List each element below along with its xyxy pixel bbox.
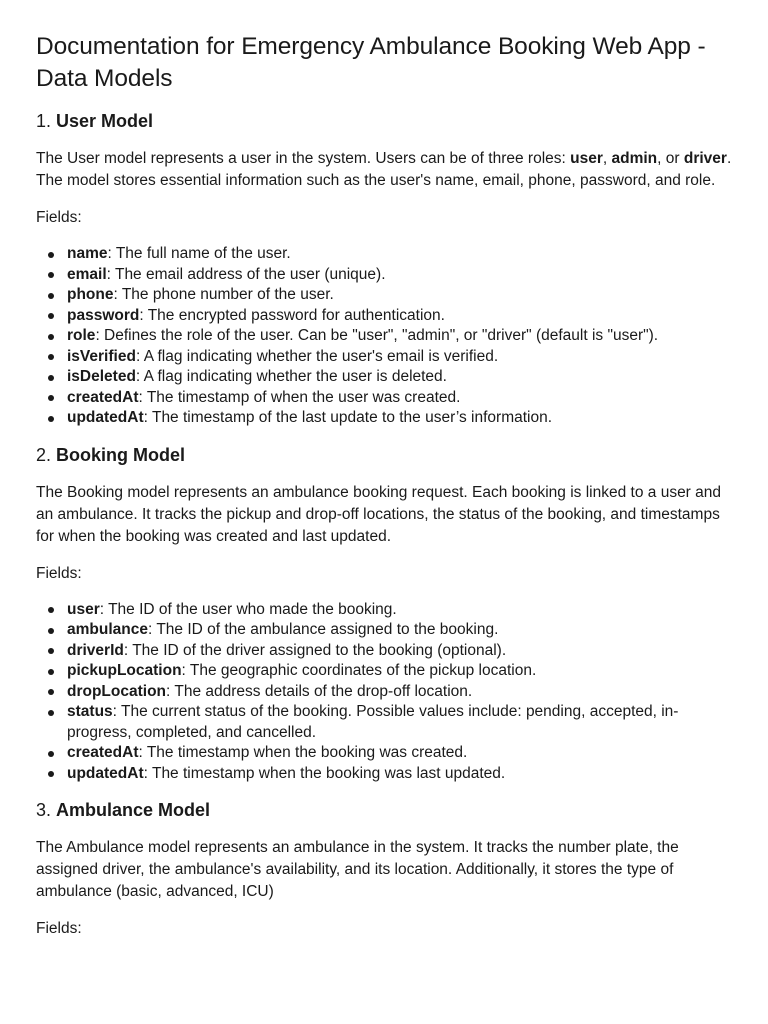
field-item <box>36 702 734 743</box>
field-item <box>36 265 734 286</box>
section-booking-model <box>36 443 734 785</box>
field-item <box>36 367 734 388</box>
description-text: . The model stores essential information such as the user's name, email, phone, password, and role. <box>36 150 732 189</box>
section-user-model <box>36 109 734 429</box>
field-description: : The timestamp when the booking was last updated. <box>143 764 506 782</box>
field-description: : The geographic coordinates of the pickup location. <box>181 662 537 679</box>
field-name: user <box>67 600 100 618</box>
field-description: : Defines the role of the user. Can be "user", "admin", or "driver" (default is "user"). <box>95 327 659 344</box>
field-description: : The address details of the drop-off location. <box>166 682 473 700</box>
field-description: : The full name of the user. <box>107 245 291 262</box>
field-name: updatedAt <box>67 409 144 426</box>
section-number: 2. <box>36 444 52 465</box>
section-heading <box>36 109 734 133</box>
field-item <box>36 641 734 662</box>
field-item <box>36 347 734 368</box>
field-item <box>36 682 734 703</box>
field-description: : The ID of the user who made the booking. <box>99 600 397 618</box>
field-item <box>36 764 734 785</box>
role-admin: admin <box>611 150 658 167</box>
field-name: driverId <box>67 641 124 659</box>
field-list <box>36 600 734 785</box>
field-description: : A flag indicating whether the user is deleted. <box>135 368 447 385</box>
field-item <box>36 408 734 429</box>
field-name: name <box>67 245 108 262</box>
field-description: : The timestamp of the last update to the user’s information. <box>143 409 553 426</box>
field-description: : The timestamp of when the user was created. <box>138 388 461 406</box>
field-name: role <box>67 327 96 344</box>
field-name: phone <box>67 286 114 303</box>
role-driver: driver <box>683 150 727 167</box>
field-item <box>36 388 734 409</box>
section-description: The Ambulance model represents an ambulance in the system. It tracks the number plate, the assigned driver, the ambulance's availability, and its location. Additionally, it stores the type of ambulance (basic, advanced, ICU) <box>36 839 679 900</box>
field-description: : The encrypted password for authentication. <box>139 306 445 324</box>
field-description: : The email address of the user (unique). <box>106 265 386 283</box>
fields-label: Fields: <box>36 564 82 582</box>
description-text: , <box>602 150 612 167</box>
field-name: updatedAt <box>67 764 144 782</box>
field-item <box>36 620 734 641</box>
section-heading <box>36 443 734 467</box>
description-text: , or <box>657 150 684 167</box>
field-name: email <box>67 265 107 283</box>
field-name: pickupLocation <box>67 662 182 679</box>
field-description: : A flag indicating whether the user's email is verified. <box>135 347 499 365</box>
section-name: Ambulance Model <box>56 800 211 820</box>
field-item <box>36 743 734 764</box>
field-item <box>36 326 734 347</box>
fields-label: Fields: <box>36 920 82 937</box>
field-item <box>36 600 734 621</box>
section-name: User Model <box>56 111 154 131</box>
field-description: : The ID of the ambulance assigned to the booking. <box>147 621 499 638</box>
role-user: user <box>570 150 603 167</box>
field-name: password <box>67 306 140 324</box>
field-name: createdAt <box>67 744 139 761</box>
field-name: createdAt <box>67 388 139 406</box>
field-name: isDeleted <box>67 368 136 385</box>
section-number: 3. <box>36 800 52 820</box>
field-list <box>36 244 734 429</box>
field-item <box>36 306 734 327</box>
field-item <box>36 661 734 682</box>
description-text: The User model represents a user in the system. Users can be of three roles: <box>36 150 571 167</box>
field-item <box>36 244 734 265</box>
section-ambulance-model <box>36 798 734 940</box>
field-name: ambulance <box>67 621 148 638</box>
field-item <box>36 285 734 306</box>
section-number: 1. <box>36 111 52 131</box>
field-name: dropLocation <box>67 682 167 700</box>
fields-label: Fields: <box>36 209 82 226</box>
field-description: : The current status of the booking. Possible values include: pending, accepted, in-progress, completed, and cancelled. <box>67 703 679 741</box>
field-description: : The timestamp when the booking was created. <box>138 744 468 761</box>
section-name: Booking Model <box>56 444 186 465</box>
section-heading <box>36 798 734 822</box>
section-description: The Booking model represents an ambulance booking request. Each booking is linked to a user and an ambulance. It tracks the pickup and drop-off locations, the status of the booking, and timestamps for when the booking was created and last updated. <box>36 483 722 545</box>
field-description: : The phone number of the user. <box>113 286 334 303</box>
page-title: Documentation for Emergency Ambulance Booking Web App - Data Models <box>36 33 706 92</box>
field-name: isVerified <box>67 347 136 365</box>
field-name: status <box>67 703 113 720</box>
field-description: : The ID of the driver assigned to the booking (optional). <box>123 641 507 659</box>
section-description <box>36 148 734 192</box>
